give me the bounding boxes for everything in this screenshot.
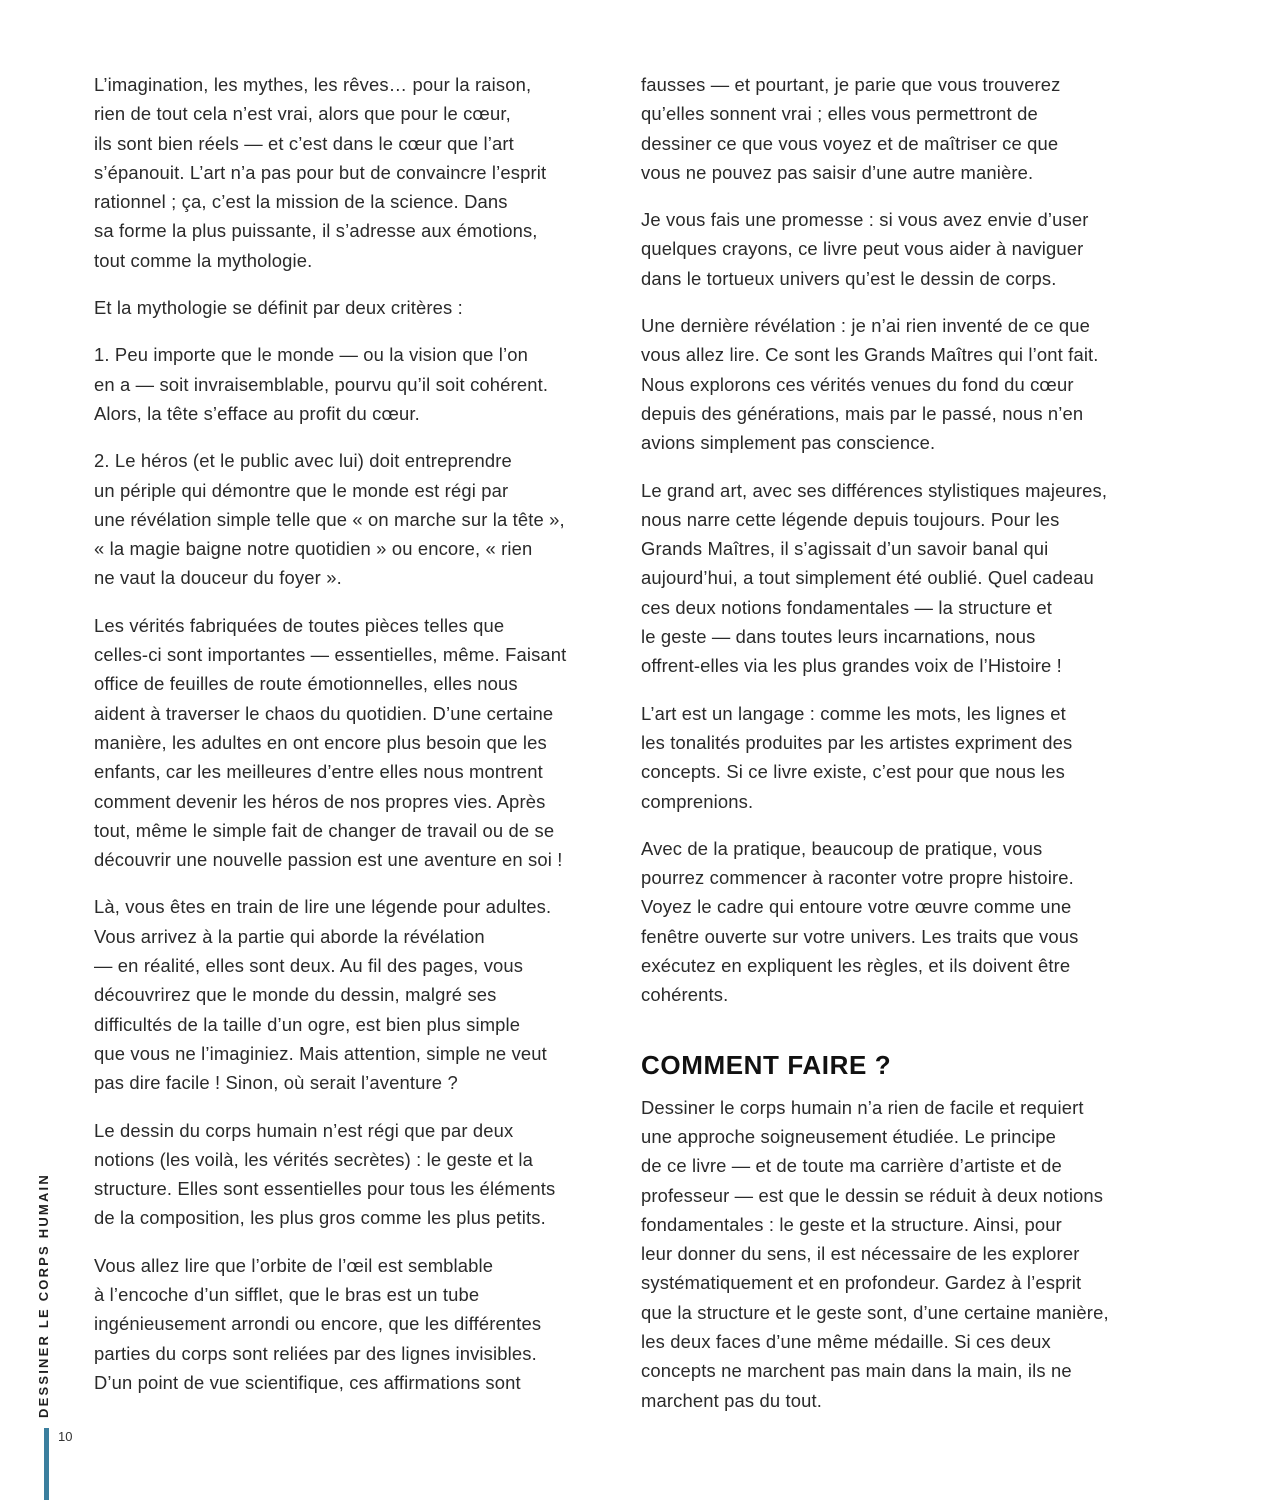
paragraph: L’imagination, les mythes, les rêves… pour la raison, rien de tout cela n’est vrai, alors que pour le cœur, ils sont bien réels — et c’est dans le cœur que l’art s’épanouit. L’art n’a pas pour but de convaincre l’esprit rationnel ; ça, c’est la mission de la science. Dans sa forme la plus puissante, il s’adresse aux émotions, tout comme la mythologie. bbox=[94, 74, 547, 271]
paragraph: 2. Le héros (et le public avec lui) doit entreprendre un périple qui démontre que le monde est régi par une révélation simple telle que « on marche sur la tête », « la magie baigne notre quotidien » ou encore, « rien ne vaut la douceur du foyer ». bbox=[94, 450, 565, 589]
accent-bar bbox=[44, 1428, 49, 1500]
left-column bbox=[94, 70, 619, 1415]
paragraph: Avec de la pratique, beaucoup de pratique, vous pourrez commencer à raconter votre propre histoire. Voyez le cadre qui entoure votre œuvre comme une fenêtre ouverte sur votre univers. Les traits que vous exécutez en expliquent les règles, et ils doivent être cohérents. bbox=[641, 837, 1079, 1006]
paragraph: Dessiner le corps humain n’a rien de facile et requiert une approche soigneusement étudiée. Le principe de ce livre — et de toute ma carrière d’artiste et de professeur — est que le dessin se réduit à deux notions fondamentales : le geste et la structure. Ainsi, pour leur donner du sens, il est nécessaire de les explorer systématiquement et en profondeur. Gardez à l’esprit que la structure et le geste sont, d’une certaine manière, les deux faces d’une même médaille. Si ces deux concepts ne marchent pas main dans la main, ils ne marchent pas du tout. bbox=[641, 1096, 1109, 1411]
paragraph: Le dessin du corps humain n’est régi que par deux notions (les voilà, les vérités secrètes) : le geste et la structure. Elles sont essentielles pour tous les éléments de la composition, les plus gros comme les plus petits. bbox=[94, 1119, 556, 1229]
paragraph: Et la mythologie se définit par deux critères : bbox=[94, 297, 463, 319]
right-column bbox=[641, 70, 1166, 1433]
paragraph: Le grand art, avec ses différences stylistiques majeures, nous narre cette légende depuis toujours. Pour les Grands Maîtres, il s’agissait d’un savoir banal qui aujourd’hui, a tout simplement été oublié. Quel cadeau ces deux notions fondamentales — la structure et le geste — dans toutes leurs incarnations, nous offrent-elles via les plus grandes voix de l’Histoire ! bbox=[641, 479, 1108, 677]
paragraph: Je vous fais une promesse : si vous avez envie d’user quelques crayons, ce livre peut vous aider à naviguer dans le tortueux univers qu’est le dessin de corps. bbox=[641, 209, 1089, 289]
paragraph: L’art est un langage : comme les mots, les lignes et les tonalités produites par les artistes expriment des concepts. Si ce livre existe, c’est pour que nous les comprenions. bbox=[641, 702, 1073, 812]
paragraph: 1. Peu importe que le monde — ou la vision que l’on en a — soit invraisemblable, pourvu qu’il soit cohérent. Alors, la tête s’efface au profit du cœur. bbox=[94, 344, 549, 424]
paragraph: Vous allez lire que l’orbite de l’œil est semblable à l’encoche d’un sifflet, que le bras est un tube ingénieusement arrondi ou encore, que les différentes parties du corps sont reliées par des lignes invisibles. D’un point de vue scientifique, ces affirmations sont bbox=[94, 1254, 542, 1393]
paragraph: Une dernière révélation : je n’ai rien inventé de ce que vous allez lire. Ce sont les Grands Maîtres qui l’ont fait. Nous explorons ces vérités venues du fond du cœur depuis des générations, mais par le passé, nous n’en avions simplement pas conscience. bbox=[641, 315, 1099, 454]
page-number: 10 bbox=[58, 1429, 73, 1444]
paragraph: Les vérités fabriquées de toutes pièces telles que celles-ci sont importantes — essentielles, même. Faisant office de feuilles de route émotionnelles, elles nous aident à traverser le chaos du quotidien. D’une certaine manière, les adultes en ont encore plus besoin que les enfants, car les meilleures d’entre elles nous montrent comment devenir les héros de nos propres vies. Après tout, même le simple fait de changer de travail ou de se découvrir une nouvelle passion est une aventure en soi ! bbox=[94, 614, 567, 871]
running-title: DESSINER LE CORPS HUMAIN bbox=[36, 1173, 51, 1418]
section-heading: COMMENT FAIRE ? bbox=[641, 1049, 892, 1080]
paragraph: Là, vous êtes en train de lire une légende pour adultes. Vous arrivez à la partie qui aborde la révélation — en réalité, elles sont deux. Au fil des pages, vous découvrirez que le monde du dessin, malgré ses difficultés de la taille d’un ogre, est bien plus simple que vous ne l’imaginiez. Mais attention, simple ne veut pas dire facile ! Sinon, où serait l’aventure ? bbox=[94, 896, 552, 1094]
paragraph: fausses — et pourtant, je parie que vous trouverez qu’elles sonnent vrai ; elles vous permettront de dessiner ce que vous voyez et de maîtriser ce que vous ne pouvez pas saisir d’une autre manière. bbox=[641, 74, 1061, 183]
